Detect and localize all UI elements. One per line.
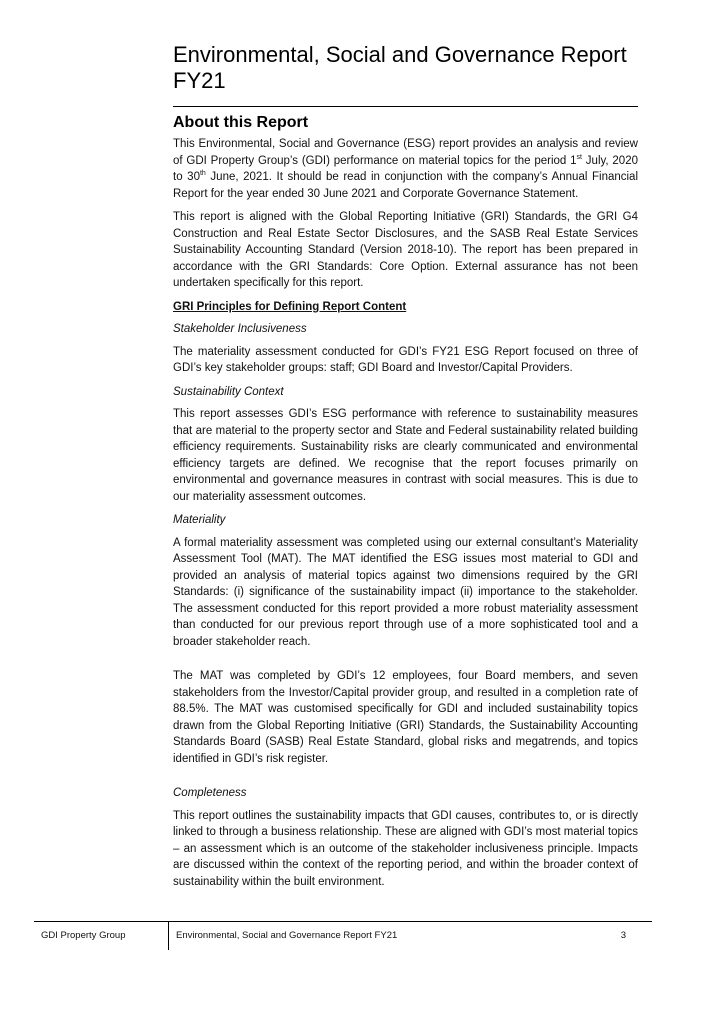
page-footer bbox=[34, 921, 652, 950]
report-title-line2: FY21 bbox=[173, 68, 226, 93]
footer-report-title: Environmental, Social and Governance Report FY21 bbox=[176, 930, 398, 941]
gri-principles-heading: GRI Principles for Defining Report Content bbox=[173, 300, 407, 313]
about-paragraph-2: This report is aligned with the Global Reporting Initiative (GRI) Standards, the GRI G4 Construction and Real Estate Sector Disclosures, and the SASB Real Estate Services Sustainability Accounting Standard (Version 2018-10). The report has been prepared in accordance with the GRI Standards: Core Option. External assurance has not been undertaken specifically for this report. bbox=[173, 211, 638, 289]
sustainability-context-text: This report assesses GDI’s ESG performance with reference to sustainability measures that are material to the property sector and State and Federal sustainability related building efficiency requirements. Sustainability risks are clearly communicated and environmental efficiency targets are defined. We recognise that the report focuses primarily on environmental and governance measures in contrast with social measures. This is due to our materiality assessment outcomes. bbox=[173, 408, 638, 503]
completeness-heading: Completeness bbox=[173, 787, 247, 799]
sustainability-context-heading: Sustainability Context bbox=[173, 385, 284, 398]
stakeholder-inclusiveness-text: The materiality assessment conducted for GDI’s FY21 ESG Report focused on three of GDI’s key stakeholder groups: staff; GDI Board and Investor/Capital Providers. bbox=[173, 345, 638, 374]
page-content bbox=[173, 42, 638, 897]
footer-company: GDI Property Group bbox=[41, 930, 126, 941]
completeness-text: This report outlines the sustainability impacts that GDI causes, contributes to, or is directly linked to through a business relationship. These are aligned with GDI’s most material topics – an assessment which is an outcome of the stakeholder inclusiveness principle. Impacts are discussed within the context of the reporting period, and within the broader context of sustainability within the built environment. bbox=[173, 809, 638, 888]
about-heading: About this Report bbox=[173, 114, 309, 131]
materiality-text-1: A formal materiality assessment was completed using our external consultant’s Materiality Assessment Tool (MAT). The MAT identified the ESG issues most material to GDI and provided an analysis of material topics against two dimensions required by the GRI Standards: (i) significance of the sustainability impact (ii) importance to the stakeholder. The assessment conducted for this report provided a more robust materiality assessment than conducted for our previous report through use of a more sophisticated tool and a broader stakeholder reach. bbox=[173, 536, 638, 648]
report-title-line1: Environmental, Social and Governance Report bbox=[173, 42, 627, 67]
footer-page-number: 3 bbox=[620, 930, 626, 941]
about-paragraph-1: This Environmental, Social and Governance (ESG) report provides an analysis and review of GDI Property Group’s (GDI) performance on material topics for the period 1st July, 2020 to 30th June, 2021. It should be read in conjunction with the company’s Annual Financial Report for the year ended 30 June 2021 and Corporate Governance Statement. bbox=[173, 138, 639, 200]
title-divider bbox=[173, 106, 638, 107]
materiality-text-2: The MAT was completed by GDI’s 12 employees, four Board members, and seven stakeholders from the Investor/Capital provider group, and resulted in a completion rate of 88.5%. The MAT was customised specifically for GDI and included sustainability topics drawn from the Global Reporting Initiative (GRI) Standards, the Sustainability Accounting Standards Board (SASB) Real Estate Standard, global risks and megatrends, and topics identified in GDI’s risk register. bbox=[173, 670, 638, 765]
footer-divider bbox=[168, 922, 169, 950]
materiality-heading: Materiality bbox=[173, 514, 226, 526]
stakeholder-inclusiveness-heading: Stakeholder Inclusiveness bbox=[173, 323, 307, 335]
report-title bbox=[173, 42, 638, 94]
